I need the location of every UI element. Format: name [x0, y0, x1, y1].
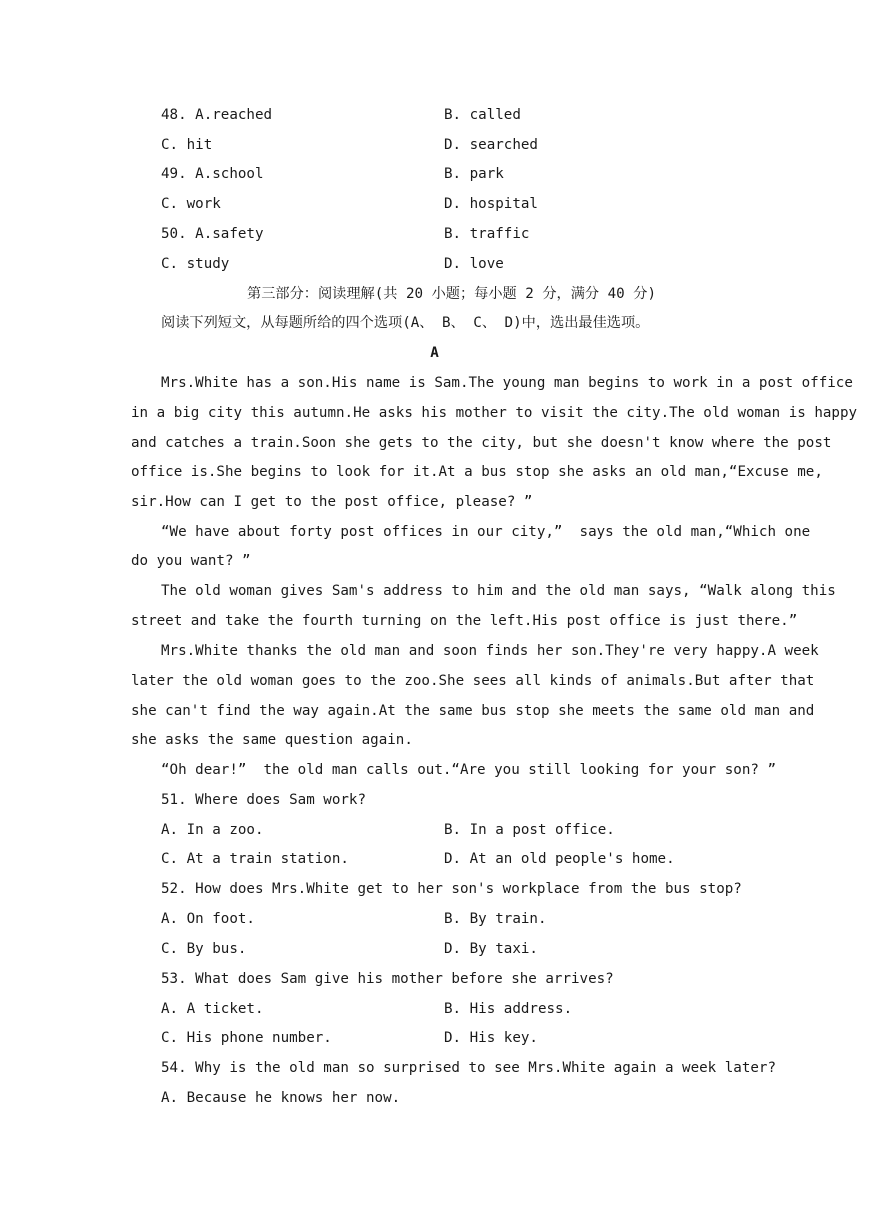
option-48-a: 48. A.reached — [161, 107, 273, 123]
question-option: A. Because he knows her now. — [161, 1090, 401, 1106]
option-49-d: D. hospital — [444, 196, 538, 212]
passage-line: Mrs.White thanks the old man and soon finds her son.They're very happy.A week — [161, 643, 819, 659]
passage-line: Mrs.White has a son.His name is Sam.The young man begins to work in a post office — [161, 375, 853, 391]
passage-line: sir.How can I get to the post office, please? ” — [131, 494, 533, 510]
passage-line: and catches a train.Soon she gets to the city, but she doesn't know where the post — [131, 435, 832, 451]
question-option: A. On foot. — [161, 911, 255, 927]
question-option: C. By bus. — [161, 941, 247, 957]
option-50-d: D. love — [444, 256, 504, 272]
option-49-c: C. work — [161, 196, 221, 212]
question-option: C. His phone number. — [161, 1030, 332, 1046]
question-option: D. His key. — [444, 1030, 538, 1046]
passage-line: she asks the same question again. — [131, 732, 413, 748]
question-option: A. A ticket. — [161, 1001, 264, 1017]
question-option: A. In a zoo. — [161, 822, 264, 838]
question-option: B. By train. — [444, 911, 547, 927]
option-49-b: B. park — [444, 166, 504, 182]
option-48-c: C. hit — [161, 137, 213, 153]
passage-line: “We have about forty post offices in our city,” says the old man,“Which one — [161, 524, 811, 540]
option-50-a: 50. A.safety — [161, 226, 264, 242]
option-50-b: B. traffic — [444, 226, 530, 242]
passage-line: office is.She begins to look for it.At a bus stop she asks an old man,“Excuse me, — [131, 464, 823, 480]
question-option: B. His address. — [444, 1001, 573, 1017]
question-option: B. In a post office. — [444, 822, 615, 838]
passage-line: The old woman gives Sam's address to him and the old man says, “Walk along this — [161, 583, 836, 599]
question-stem: 53. What does Sam give his mother before she arrives? — [161, 971, 614, 987]
option-50-c: C. study — [161, 256, 230, 272]
question-option: D. At an old people's home. — [444, 851, 675, 867]
passage-line: later the old woman goes to the zoo.She sees all kinds of animals.But after that — [131, 673, 815, 689]
question-stem: 54. Why is the old man so surprised to see Mrs.White again a week later? — [161, 1060, 776, 1076]
option-49-a: 49. A.school — [161, 166, 264, 182]
passage-line: “Oh dear!” the old man calls out.“Are you still looking for your son? ” — [161, 762, 776, 778]
passage-line: she can't find the way again.At the same bus stop she meets the same old man and — [131, 703, 815, 719]
question-option: C. At a train station. — [161, 851, 349, 867]
section-heading: 第三部分：阅读理解(共 20 小题；每小题 2 分，满分 40 分) — [247, 286, 656, 302]
instructions: 阅读下列短文，从每题所给的四个选项(A、 B、 C、 D)中，选出最佳选项。 — [161, 315, 650, 331]
passage-line: in a big city this autumn.He asks his mother to visit the city.The old woman is happy — [131, 405, 858, 421]
question-stem: 52. How does Mrs.White get to her son's workplace from the bus stop? — [161, 881, 742, 897]
passage-line: do you want? ” — [131, 553, 251, 569]
question-stem: 51. Where does Sam work? — [161, 792, 366, 808]
passage-label: A — [430, 345, 439, 361]
option-48-b: B. called — [444, 107, 521, 123]
passage-line: street and take the fourth turning on the left.His post office is just there.” — [131, 613, 798, 629]
question-option: D. By taxi. — [444, 941, 538, 957]
option-48-d: D. searched — [444, 137, 538, 153]
